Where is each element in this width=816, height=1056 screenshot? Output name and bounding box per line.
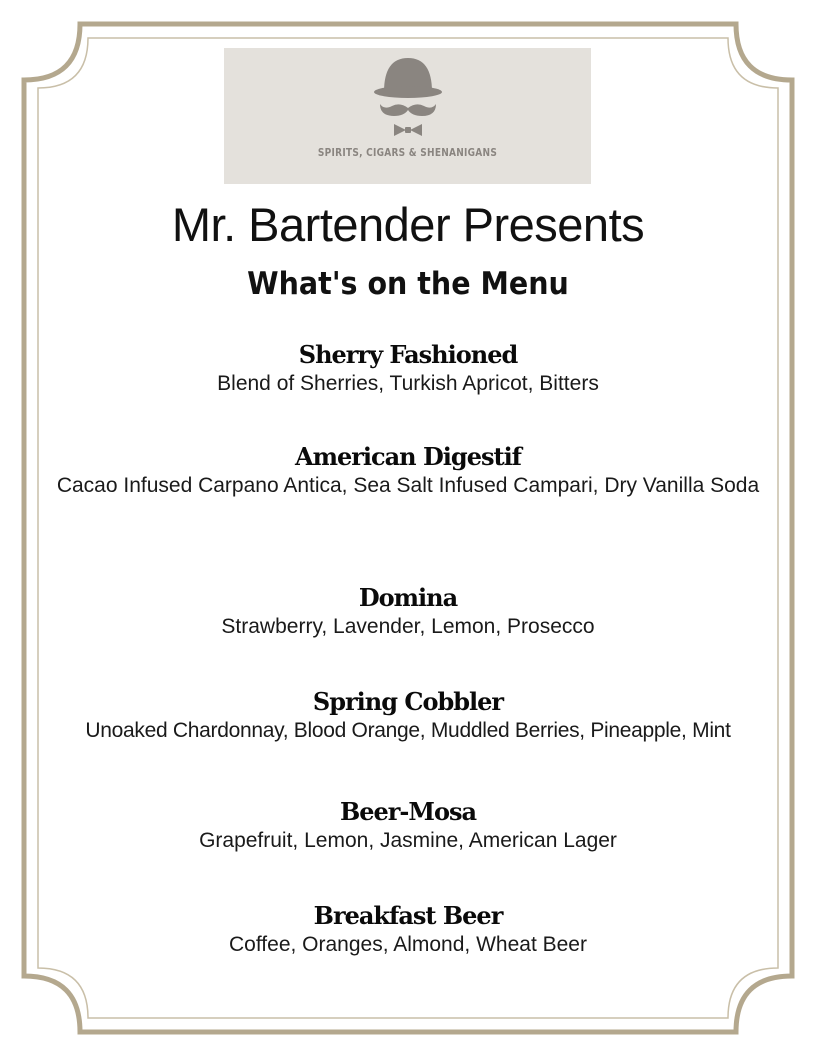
menu-item-sherry-fashioned (40, 340, 776, 400)
menu-item-spring-cobbler (20, 687, 796, 747)
page-title: Mr. Bartender Presents (171, 198, 645, 251)
menu-item-name: Breakfast Beer (313, 901, 503, 930)
bowler-hat-icon (374, 58, 442, 98)
frame-inner (38, 38, 778, 1018)
menu-item-description: Blend of Sherries, Turkish Apricot, Bitters (217, 372, 599, 395)
menu-item-name: Beer-Mosa (339, 797, 477, 826)
menu-item-american-digestif (20, 442, 796, 502)
menu-item-name: American Digestif (294, 442, 522, 471)
menu-item-description: Grapefruit, Lemon, Jasmine, American Lager (199, 829, 617, 852)
menu-item-name: Spring Cobbler (312, 687, 504, 716)
menu-item-description: Coffee, Oranges, Almond, Wheat Beer (229, 933, 587, 956)
menu-item-description: Unoaked Chardonnay, Blood Orange, Muddled Berries, Pineapple, Mint (85, 719, 731, 742)
menu-item-name: Domina (358, 583, 458, 612)
menu-item-description: Strawberry, Lavender, Lemon, Prosecco (221, 615, 595, 638)
bow-tie-icon (394, 124, 422, 136)
logo-banner (224, 48, 591, 184)
menu-item-beer-mosa (40, 797, 776, 857)
menu-item-description: Cacao Infused Carpano Antica, Sea Salt Infused Campari, Dry Vanilla Soda (56, 474, 760, 497)
mustache-icon (380, 104, 436, 116)
menu-subtitle: What's on the Menu (247, 266, 569, 302)
menu-item-breakfast-beer (40, 901, 776, 961)
menu-item-name: Sherry Fashioned (298, 340, 518, 369)
menu-item-domina (40, 583, 776, 643)
logo-tagline: SPIRITS, CIGARS & SHENANIGANS (317, 146, 498, 159)
